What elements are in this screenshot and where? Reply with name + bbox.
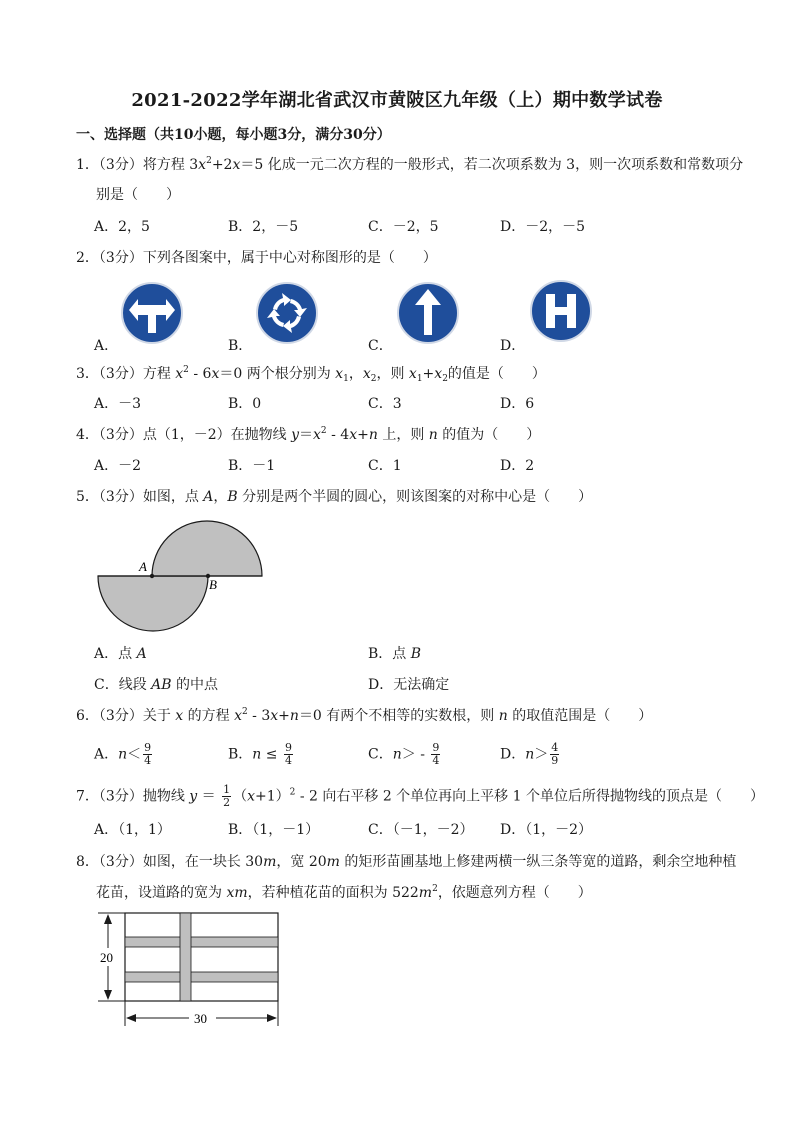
turn-left-or-right-sign-icon bbox=[120, 281, 184, 345]
q5-option-d[interactable]: D．无法确定 bbox=[368, 677, 450, 693]
upper-semicircle bbox=[152, 521, 262, 576]
q6-option-d[interactable]: D．n＞ $\frac{4}{9}$ bbox=[500, 741, 559, 767]
q3-option-c[interactable]: C．3 bbox=[368, 396, 402, 412]
q1-option-a[interactable]: A．2，5 bbox=[94, 219, 150, 235]
q1-option-d[interactable]: D．－2，－5 bbox=[500, 219, 586, 235]
q2-option-d[interactable]: D． bbox=[500, 338, 526, 354]
horizontal-road-1 bbox=[125, 937, 278, 947]
q3-stem: 3．（3分）方程 $x^2 - 6x=0$ 两个根分别为 $x_1$，$x_2$，则 $x_1+x_2$的值是（ ） bbox=[76, 365, 546, 384]
q6-option-b[interactable]: B．n ≤ $\frac{9}{4}$ bbox=[228, 741, 292, 767]
hospital-h-sign-icon bbox=[529, 279, 593, 343]
q4-stem: 4．（3分）点（1，－2）在抛物线 $y=x^2 - 4x+n$ 上，则 n 的值为（ ） bbox=[76, 426, 541, 443]
q3-option-a[interactable]: A．－3 bbox=[94, 396, 142, 412]
q2-option-b[interactable]: B． bbox=[228, 338, 253, 354]
q4-option-c[interactable]: C．1 bbox=[368, 458, 402, 474]
q1-option-c[interactable]: C．－2，5 bbox=[368, 219, 439, 235]
q2-option-a[interactable]: A． bbox=[94, 338, 119, 354]
q6-option-a[interactable]: A．n＜ $\frac{9}{4}$ bbox=[94, 741, 152, 767]
q4-option-b[interactable]: B．－1 bbox=[228, 458, 276, 474]
q5-option-c[interactable]: C．线段 AB 的中点 bbox=[94, 677, 219, 693]
q2-option-c[interactable]: C． bbox=[368, 338, 393, 354]
q5-option-b[interactable]: B．点 B bbox=[368, 646, 422, 662]
q2-stem: 2．（3分）下列各图案中，属于中心对称图形的是（ ） bbox=[76, 250, 437, 266]
point-a bbox=[150, 574, 154, 578]
width-label: 20 bbox=[100, 950, 113, 965]
length-label: 30 bbox=[194, 1011, 207, 1026]
q1-option-b[interactable]: B．2，－5 bbox=[228, 219, 299, 235]
q6-stem: 6．（3分）关于 x 的方程 $x^2 - 3x+n=0$ 有两个不相等的实数根，则 n 的取值范围是（ ） bbox=[76, 707, 653, 724]
horizontal-road-2 bbox=[125, 972, 278, 982]
lower-semicircle bbox=[98, 576, 208, 631]
q3-option-b[interactable]: B．0 bbox=[228, 396, 262, 412]
q5-option-a[interactable]: A．点 A bbox=[94, 646, 147, 662]
q1-stem-line2: 别是（ ） bbox=[96, 187, 180, 203]
page-title: 2021-2022学年湖北省武汉市黄陂区九年级（上）期中数学试卷 bbox=[131, 90, 663, 111]
roundabout-sign-icon bbox=[255, 281, 319, 345]
q7-option-d[interactable]: D．（1，－2） bbox=[500, 822, 593, 838]
q8-stem-line1: 8．（3分）如图，在一块长 30m，宽 20m 的矩形苗圃基地上修建两横一纵三条等宽的道路，剩余空地种植 bbox=[76, 854, 737, 870]
label-b: B bbox=[209, 577, 217, 592]
q7-stem: 7．（3分）抛物线 y ＝ $\frac{1}{2}$ $(x+1)^2 - 2$ 向右平移 2 个单位再向上平移 1 个单位后所得抛物线的顶点是（ ） bbox=[76, 783, 764, 809]
vertical-road bbox=[180, 913, 191, 1001]
q6-option-c[interactable]: C．n＞ - $\frac{9}{4}$ bbox=[368, 741, 440, 767]
q8-stem-line2: 花苗，设道路的宽为 xm，若种植花苗的面积为 $522m^2$，依题意列方程（ ） bbox=[96, 884, 592, 901]
straight-ahead-sign-icon bbox=[396, 281, 460, 345]
q7-option-a[interactable]: A．（1，1） bbox=[94, 822, 171, 838]
two-semicircles-figure bbox=[92, 518, 272, 636]
q7-option-b[interactable]: B．（1，－1） bbox=[228, 822, 320, 838]
q5-stem: 5．（3分）如图，点 A，B 分别是两个半圆的圆心，则该图案的对称中心是（ ） bbox=[76, 489, 593, 505]
nursery-rectangle bbox=[125, 913, 278, 1001]
q3-option-d[interactable]: D．6 bbox=[500, 396, 535, 412]
q1-stem-line1: 1．（3分）将方程 $3x^2+2x=5$ 化成一元二次方程的一般形式，若二次项系数为 3，则一次项系数和常数项分 bbox=[76, 156, 744, 173]
q4-option-d[interactable]: D．2 bbox=[500, 458, 535, 474]
rectangular-nursery-figure bbox=[94, 908, 290, 1030]
label-a: A bbox=[139, 559, 147, 574]
q4-option-a[interactable]: A．－2 bbox=[94, 458, 142, 474]
q7-option-c[interactable]: C．（－1，－2） bbox=[368, 822, 474, 838]
section-heading: 一、选择题（共10小题，每小题3分，满分30分） bbox=[76, 127, 391, 143]
